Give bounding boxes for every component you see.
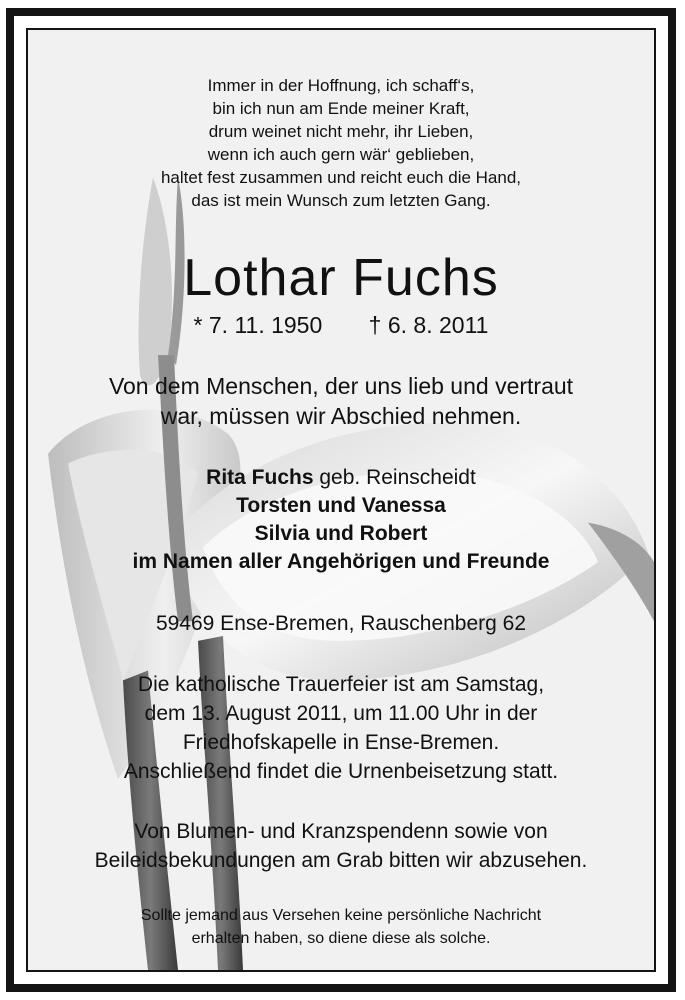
flowers-line: Von Blumen- und Kranzspendenn sowie von (134, 820, 548, 843)
ceremony-line: dem 13. August 2011, um 11.00 Uhr in der (144, 702, 538, 725)
obituary-text (28, 30, 654, 970)
flowers-line: Beileidsbekundungen am Grab bitten wir abzusehen. (94, 849, 588, 872)
mourner-line (28, 464, 654, 492)
address: 59469 Ense-Bremen, Rauschenberg 62 (155, 612, 527, 635)
poem-line: Immer in der Hoffnung, ich schaff‘s, (207, 76, 475, 95)
life-dates (28, 311, 654, 339)
outer-border-frame (6, 8, 676, 992)
ceremony-line: Friedhofskapelle in Ense-Bremen. (182, 731, 500, 754)
flowers-request (28, 817, 654, 875)
poem-line: bin ich nun am Ende meiner Kraft, (212, 99, 470, 118)
birth-date: * 7. 11. 1950 (193, 312, 323, 338)
mourners-list (28, 464, 654, 576)
message-line: war, müssen wir Abschied nehmen. (160, 403, 522, 429)
mourner-line: Torsten und Vanessa (236, 494, 446, 517)
maiden-name: geb. Reinscheidt (313, 466, 476, 489)
obituary-panel (26, 28, 656, 972)
note-line: Sollte jemand aus Versehen keine persönliche Nachricht (140, 907, 542, 924)
note-line: erhalten haben, so diene diese als solche. (191, 930, 491, 947)
death-date: † 6. 8. 2011 (368, 312, 489, 338)
ceremony-info (28, 670, 654, 786)
poem-line: drum weinet nicht mehr, ihr Lieben, (208, 122, 474, 141)
ceremony-line: Anschließend findet die Urnenbeisetzung statt. (123, 760, 559, 783)
poem-line: das ist mein Wunsch zum letzten Gang. (191, 191, 491, 210)
farewell-message (28, 371, 654, 431)
deceased-name: Lothar Fuchs (183, 249, 499, 307)
poem-line: wenn ich auch gern wär‘ geblieben, (207, 145, 475, 164)
ceremony-line: Die katholische Trauerfeier ist am Samstag, (137, 673, 545, 696)
mourner-name: Rita Fuchs (206, 466, 314, 489)
mourner-line: Silvia und Robert (254, 522, 428, 545)
poem (28, 74, 654, 212)
notification-note (28, 904, 654, 950)
message-line: Von dem Menschen, der uns lieb und vertraut (108, 373, 574, 399)
poem-line: haltet fest zusammen und reicht euch die Hand, (160, 168, 522, 187)
mourner-line: im Namen aller Angehörigen und Freunde (132, 550, 550, 573)
